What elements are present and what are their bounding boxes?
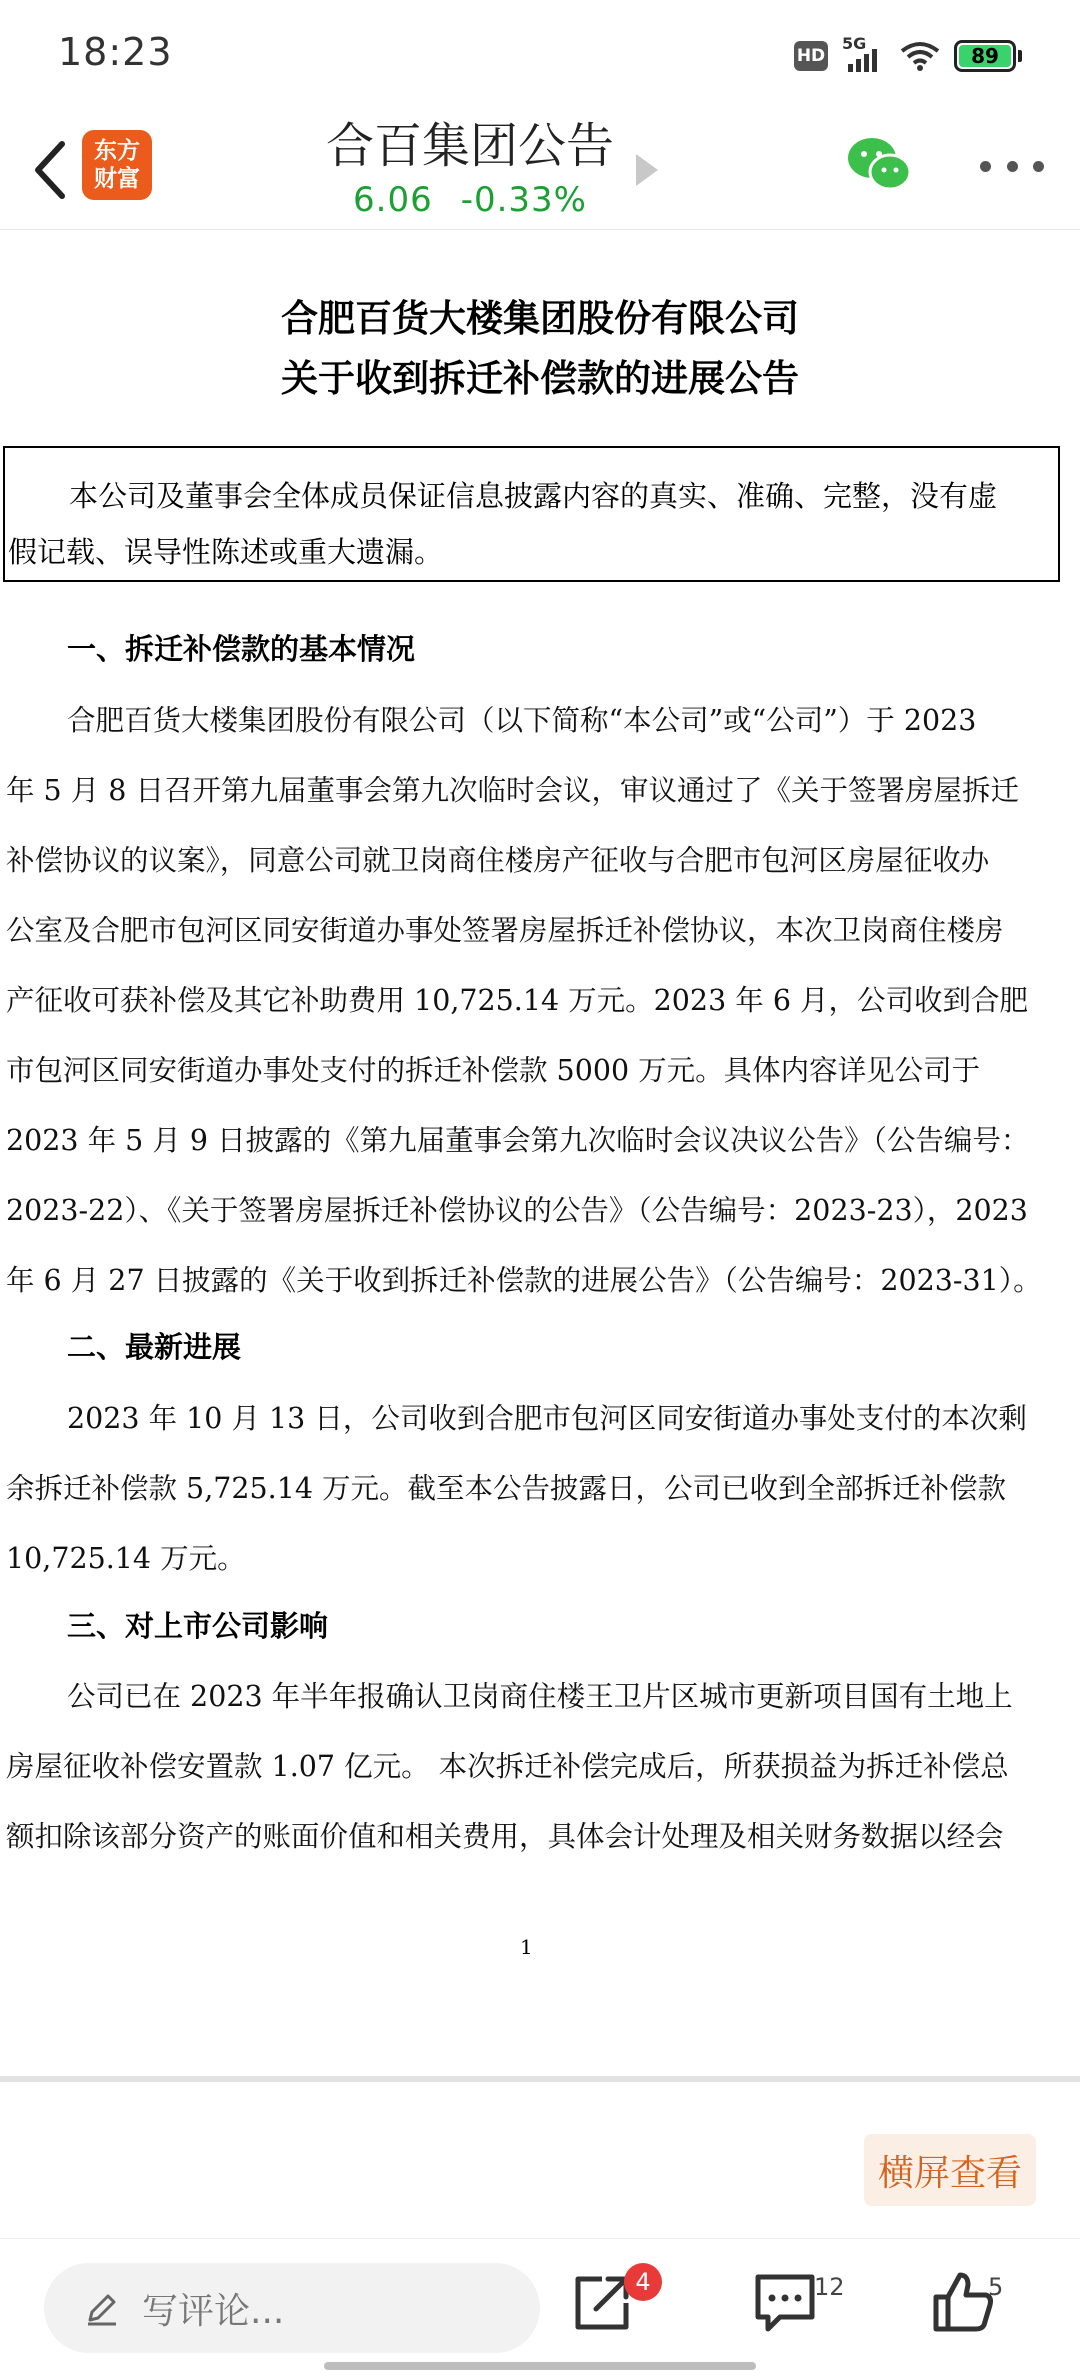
section1-line: 公室及合肥市包河区同安街道办事处签署房屋拆迁补偿协议，本次卫岗商住楼房 [6,914,1004,947]
page-title: 合百集团公告 [325,118,614,174]
disclaimer-box [3,446,1060,582]
landscape-view-button[interactable]: 横屏查看 [864,2134,1036,2206]
section3-heading: 三、对上市公司影响 [67,1609,329,1643]
status-time: 18:23 [58,30,173,74]
section1-line: 年 5 月 8 日召开第九届董事会第九次临时会议，审议通过了《关于签署房屋拆迁 [6,774,1020,807]
section3-line: 额扣除该部分资产的账面价值和相关费用，具体会计处理及相关财务数据以经会 [6,1820,1004,1853]
more-options-button[interactable] [972,146,1052,186]
section2-line: 2023 年 10 月 13 日，公司收到合肥市包河区同安街道办事处支付的本次剩 [67,1402,1027,1435]
play-arrow-icon[interactable] [636,154,658,186]
logo-line2: 财富 [94,166,140,192]
app-header [0,110,1080,230]
section1-line: 2023-22）、《关于签署房屋拆迁补偿协议的公告》（公告编号：2023-23），2023 [6,1194,1028,1227]
stock-title-block[interactable] [300,112,640,220]
status-bar [0,0,1080,110]
section1-line: 2023 年 5 月 9 日披露的《第九届董事会第九次临时会议决议公告》（公告编号： [6,1124,1030,1157]
document-title-line1: 合肥百货大楼集团股份有限公司 [281,296,799,340]
divider [0,2076,1080,2082]
section2-heading: 二、最新进展 [67,1330,242,1364]
stock-change: -0.33% [460,180,587,220]
hd-icon: HD [794,41,828,71]
section3-line: 房屋征收补偿安置款 1.07 亿元。 本次拆迁补偿完成后，所获损益为拆迁补偿总 [6,1750,1009,1783]
section2-line: 余拆迁补偿款 5,725.14 万元。截至本公告披露日，公司已收到全部拆迁补偿款 [6,1472,1007,1505]
section1-heading: 一、拆迁补偿款的基本情况 [67,632,416,666]
section1-line: 年 6 月 27 日披露的《关于收到拆迁补偿款的进展公告》（公告编号：2023-31）。 [6,1264,1042,1297]
disclaimer-line1: 本公司及董事会全体成员保证信息披露内容的真实、准确、完整，没有虚 [69,479,998,513]
stock-quote [300,180,640,220]
section1-line: 补偿协议的议案》，同意公司就卫岗商住楼房产征收与合肥市包河区房屋征收办 [6,844,990,877]
section1-line: 合肥百货大楼集团股份有限公司（以下简称“本公司”或“公司”）于 2023 [67,704,977,737]
section1-line: 产征收可获补偿及其它补助费用 10,725.14 万元。2023 年 6 月，公司收到合肥 [6,984,1029,1017]
chevron-left-icon [30,140,70,200]
logo-line1: 东方 [94,138,140,164]
home-indicator[interactable] [324,2362,756,2370]
section3-line: 公司已在 2023 年半年报确认卫岗商住楼王卫片区城市更新项目国有土地上 [67,1680,1013,1713]
document-title-line2: 关于收到拆迁补偿款的进展公告 [281,356,799,400]
battery-icon [954,40,1022,72]
comment-placeholder: 写评论... [142,2290,285,2332]
network-label: 5G [842,34,867,53]
comment-icon[interactable] [750,2267,820,2337]
status-icons [794,34,1022,74]
wechat-share-icon[interactable] [846,134,912,196]
comment-count: 12 [814,2273,845,2301]
bottom-action-bar [0,2238,1080,2376]
disclaimer-line2: 假记载、误导性陈述或重大遗漏。 [8,535,444,569]
share-badge: 4 [624,2263,662,2301]
stock-price: 6.06 [353,180,433,220]
like-count: 5 [988,2273,1004,2301]
eastmoney-logo [82,130,152,200]
signal-icon [842,34,886,74]
comment-input[interactable] [44,2263,540,2353]
section2-line: 10,725.14 万元。 [6,1542,246,1575]
section1-line: 市包河区同安街道办事处支付的拆迁补偿款 5000 万元。具体内容详见公司于 [6,1054,981,1087]
wifi-icon [900,41,940,71]
page-number: 1 [520,1935,533,1959]
pencil-icon [84,2290,120,2326]
battery-level: 89 [959,45,1011,67]
back-button[interactable] [20,132,80,208]
